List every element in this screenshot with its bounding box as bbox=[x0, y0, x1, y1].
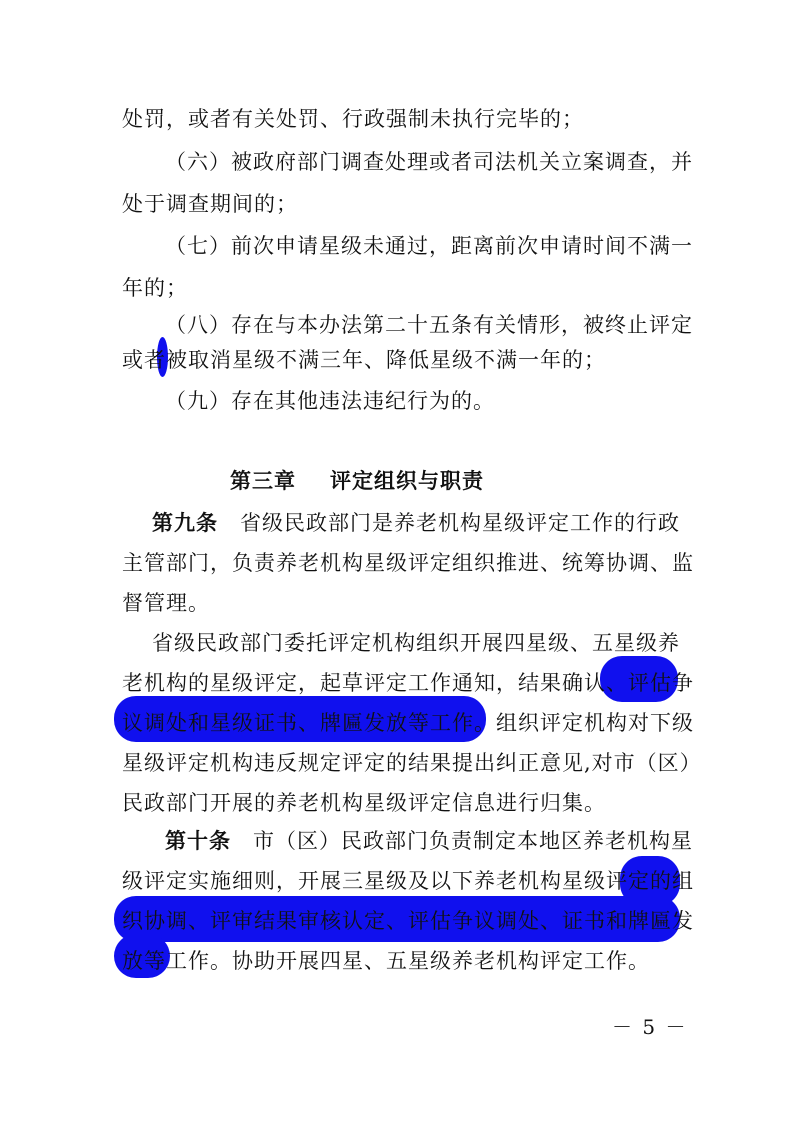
text-line: （九）存在其他违法违纪行为的。 bbox=[165, 389, 495, 413]
text-line: 星级评定机构违反规定评定的结果提出纠正意见,对市（区） bbox=[122, 751, 702, 775]
chapter-heading bbox=[230, 466, 484, 496]
article-9-label: 第九条 bbox=[152, 510, 218, 535]
text-line: （七）前次申请星级未通过，距离前次申请时间不满一 bbox=[165, 234, 693, 258]
page-number: － 5 － bbox=[612, 1015, 688, 1039]
text-line: 或者被取消星级不满三年、降低星级不满一年的； bbox=[122, 348, 606, 372]
text-line: 督管理。 bbox=[122, 591, 210, 615]
text-line: 民政部门开展的养老机构星级评定信息进行归集。 bbox=[122, 791, 606, 815]
text-line: 放等工作。协助开展四星、五星级养老机构评定工作。 bbox=[122, 949, 650, 973]
text-line: 老机构的星级评定，起草评定工作通知，结果确认、评估争 bbox=[122, 671, 694, 695]
text-line: 处罚，或者有关处罚、行政强制未执行完毕的； bbox=[122, 107, 584, 131]
text-line: （八）存在与本办法第二十五条有关情形，被终止评定 bbox=[165, 313, 693, 337]
text-line: 年的； bbox=[122, 276, 188, 300]
text-line: 级评定实施细则，开展三星级及以下养老机构星级评定的组 bbox=[122, 869, 694, 893]
article-9-line-1: 第九条 省级民政部门是养老机构星级评定工作的行政 bbox=[152, 510, 680, 535]
text-line: 主管部门，负责养老机构星级评定组织推进、统筹协调、监 bbox=[122, 551, 694, 575]
text-line: 织协调、评审结果审核认定、评估争议调处、证书和牌匾发 bbox=[122, 909, 694, 933]
article-10-line-1: 第十条 市（区）民政部门负责制定本地区养老机构星 bbox=[165, 828, 693, 853]
chapter-title: 评定组织与职责 bbox=[330, 468, 484, 493]
text-line: 处于调查期间的； bbox=[122, 192, 298, 216]
chapter-number: 第三章 bbox=[230, 468, 296, 493]
text-line: 省级民政部门委托评定机构组织开展四星级、五星级养 bbox=[152, 631, 680, 655]
text-line: （六）被政府部门调查处理或者司法机关立案调查，并 bbox=[165, 150, 693, 174]
text-line: 议调处和星级证书、牌匾发放等工作。组织评定机构对下级 bbox=[122, 711, 694, 735]
article-10-label: 第十条 bbox=[165, 828, 231, 853]
